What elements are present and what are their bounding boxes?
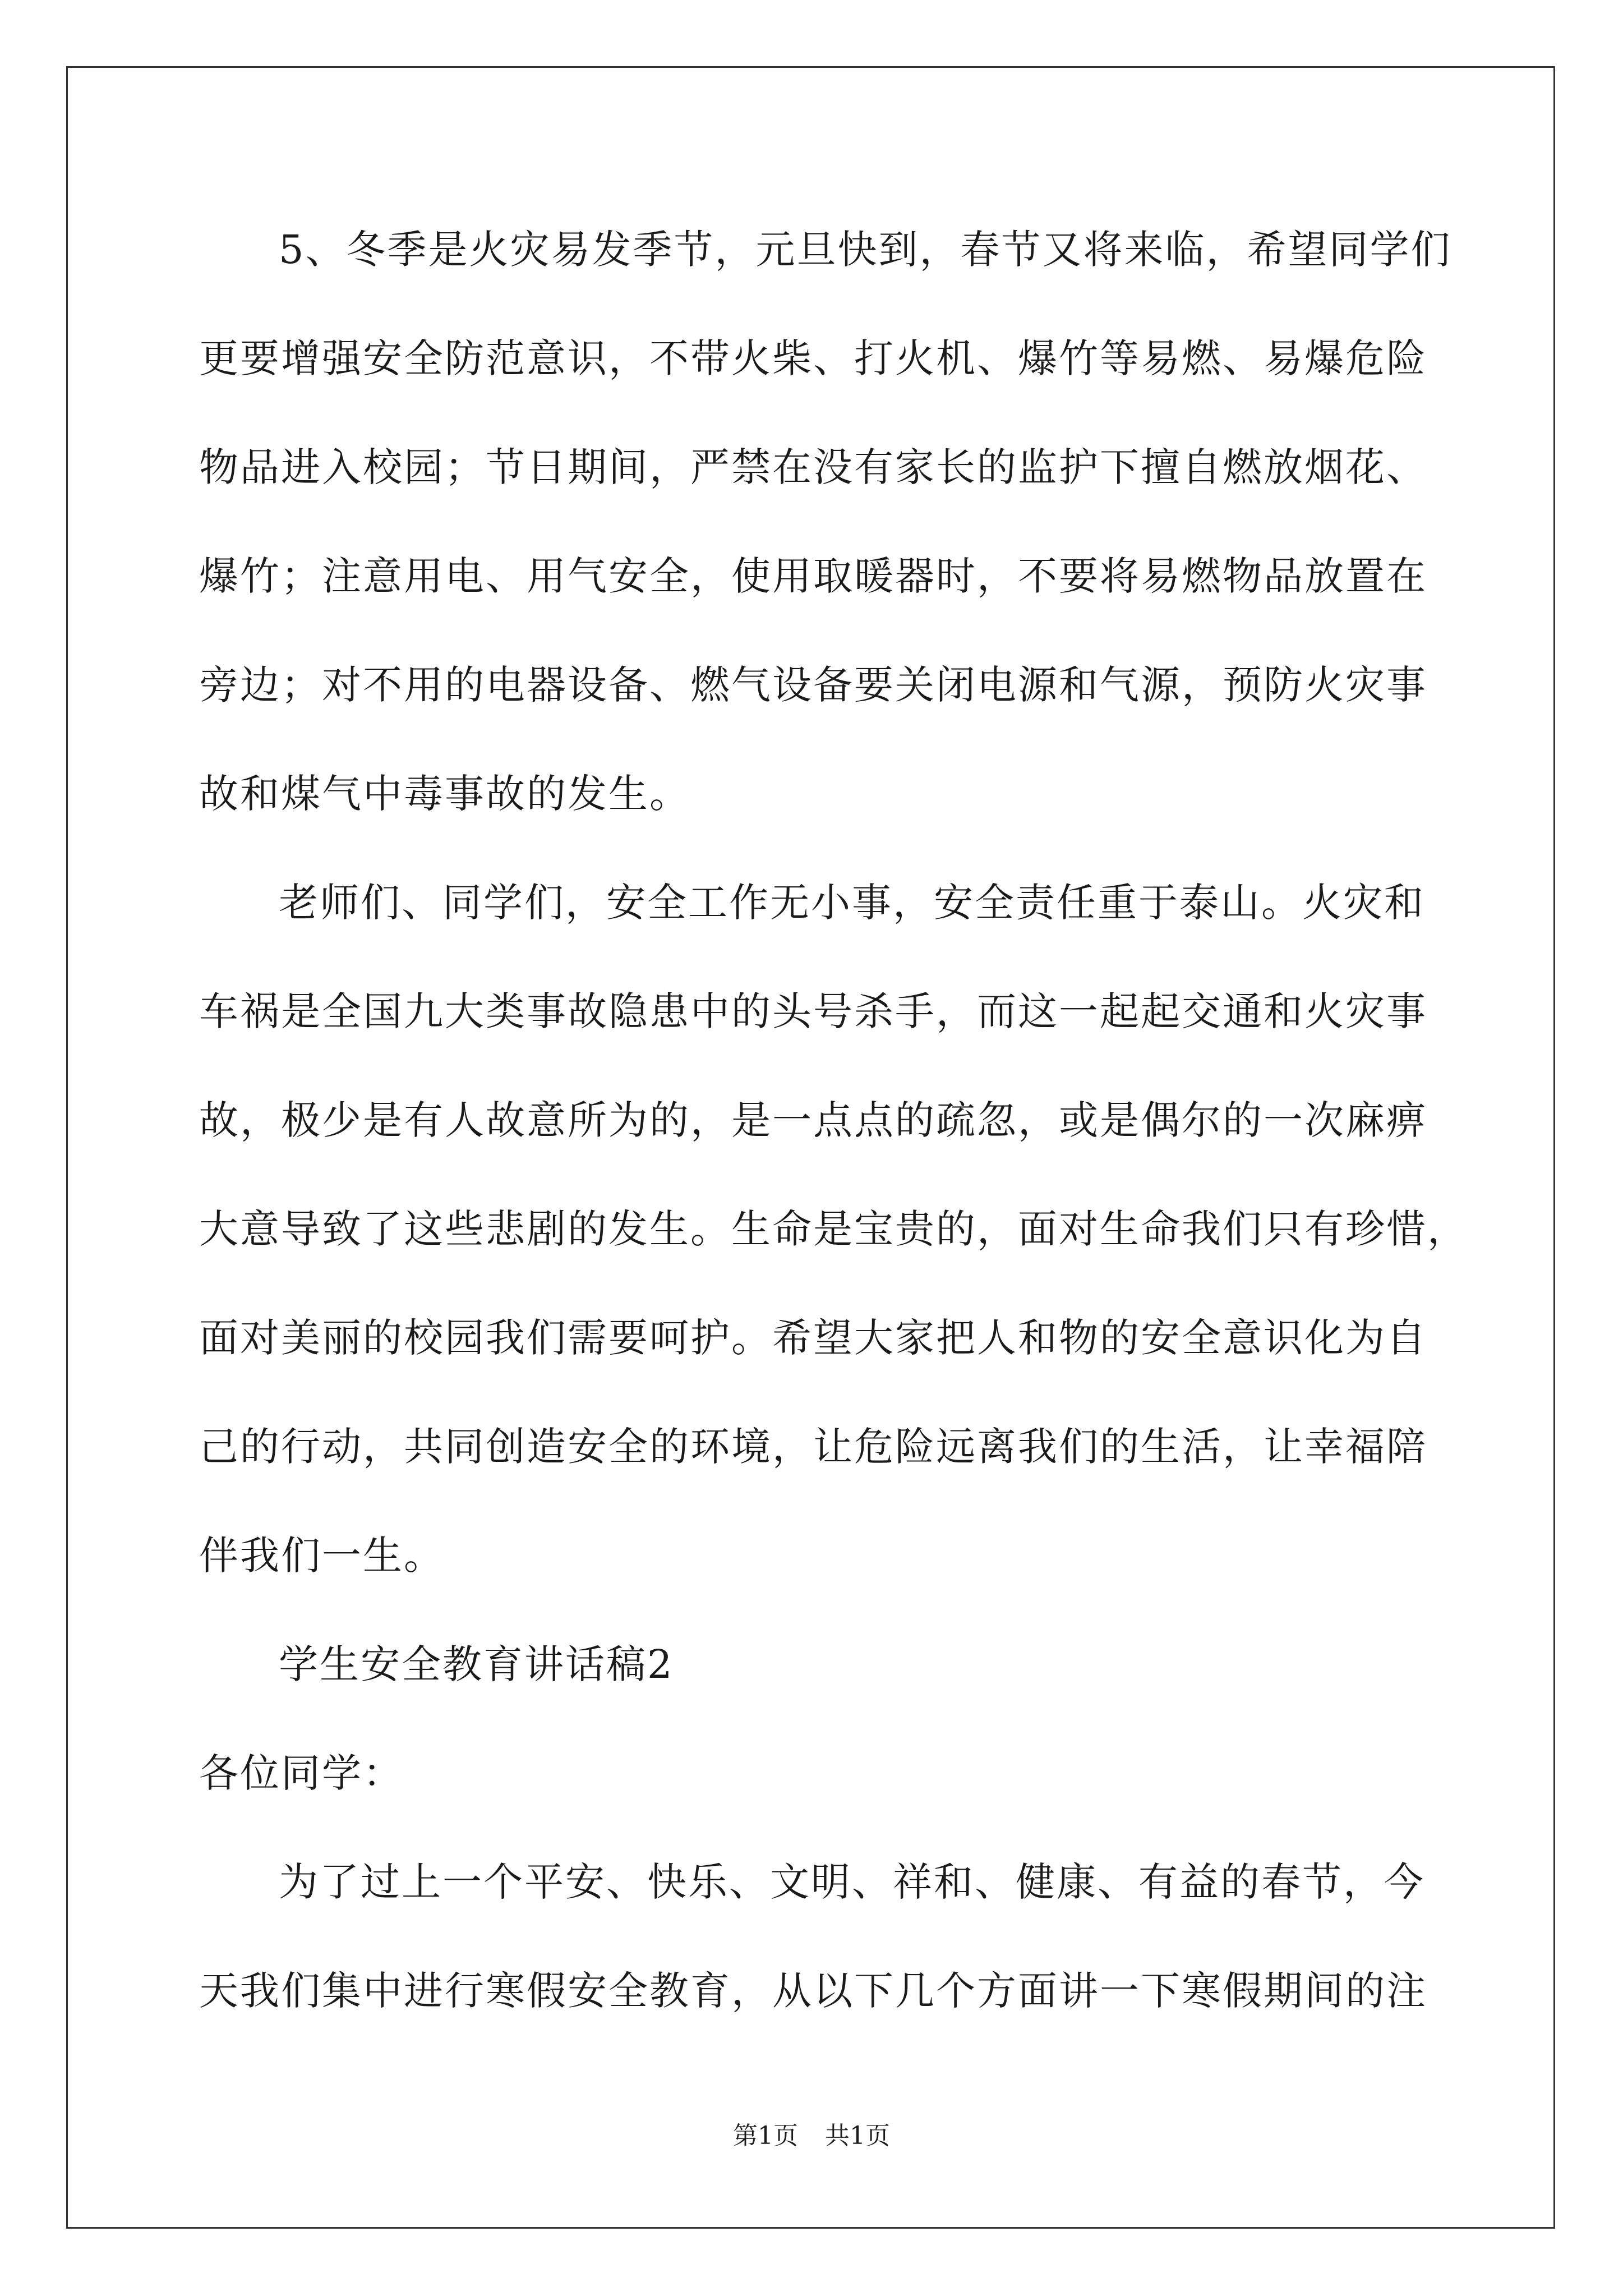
salutation: 各位同学： bbox=[199, 1750, 404, 1796]
paragraph-line: 大意导致了这些悲剧的发生。生命是宝贵的，面对生命我们只有珍惜， bbox=[199, 1206, 1468, 1252]
paragraph-line: 更要增强安全防范意识，不带火柴、打火机、爆竹等易燃、易爆危险 bbox=[199, 335, 1427, 381]
paragraph-line: 旁边；对不用的电器设备、燃气设备要关闭电源和气源，预防火灾事 bbox=[199, 662, 1427, 708]
page-total: 共1页 bbox=[825, 2122, 890, 2150]
paragraph-line: 天我们集中进行寒假安全教育，从以下几个方面讲一下寒假期间的注 bbox=[199, 1968, 1427, 2014]
paragraph-line: 面对美丽的校园我们需要呵护。希望大家把人和物的安全意识化为自 bbox=[199, 1315, 1427, 1361]
page-number: 第1页 bbox=[733, 2122, 798, 2150]
paragraph-line: 爆竹；注意用电、用气安全，使用取暖器时，不要将易燃物品放置在 bbox=[199, 553, 1427, 599]
document-body bbox=[199, 219, 1468, 2069]
section-title: 学生安全教育讲话稿2 bbox=[279, 1641, 674, 1687]
paragraph-line: 为了过上一个平安、快乐、文明、祥和、健康、有益的春节，今 bbox=[279, 1859, 1425, 1905]
paragraph-line: 故，极少是有人故意所为的，是一点点的疏忽，或是偶尔的一次麻痹 bbox=[199, 1097, 1427, 1143]
paragraph-line: 5、冬季是火灾易发季节，元旦快到，春节又将来临，希望同学们 bbox=[279, 227, 1452, 273]
paragraph-line: 老师们、同学们，安全工作无小事，安全责任重于泰山。火灾和 bbox=[279, 880, 1425, 926]
page-footer bbox=[0, 2119, 1623, 2153]
paragraph-line: 故和煤气中毒事故的发生。 bbox=[199, 771, 690, 817]
paragraph-line: 车祸是全国九大类事故隐患中的头号杀手，而这一起起交通和火灾事 bbox=[199, 988, 1427, 1034]
paragraph-line: 己的行动，共同创造安全的环境，让危险远离我们的生活，让幸福陪 bbox=[199, 1424, 1427, 1470]
paragraph-line: 伴我们一生。 bbox=[199, 1533, 445, 1579]
paragraph-line: 物品进入校园；节日期间，严禁在没有家长的监护下擅自燃放烟花、 bbox=[199, 444, 1427, 490]
